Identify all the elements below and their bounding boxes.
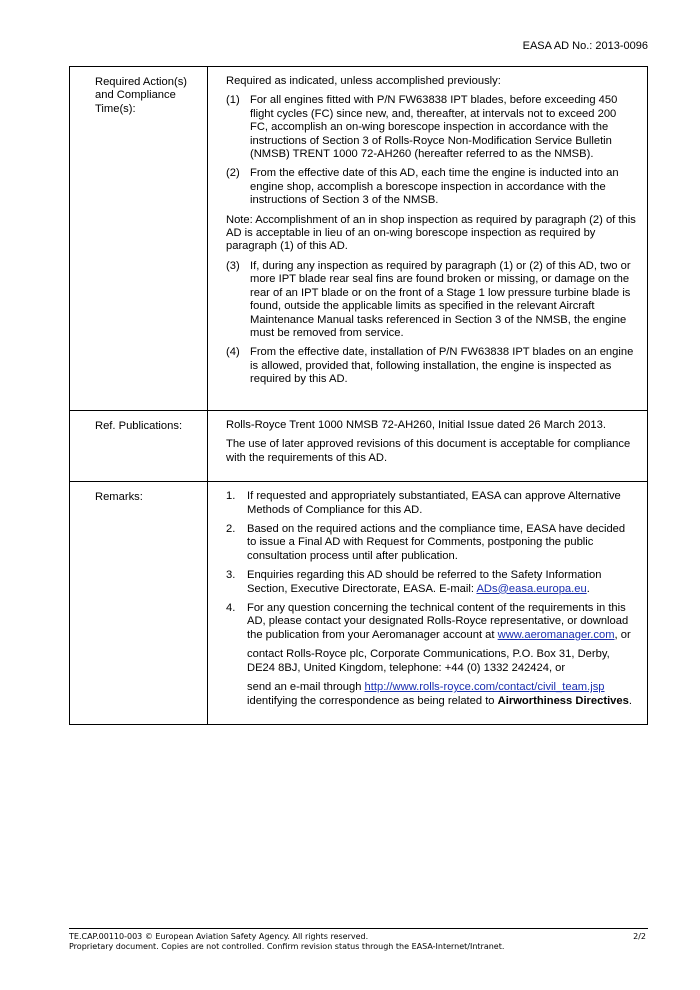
required-actions-row [70, 67, 648, 411]
ref-publication-line: Rolls-Royce Trent 1000 NMSB 72-AH260, Initial Issue dated 26 March 2013. [226, 419, 606, 431]
easa-email-link[interactable]: ADs@easa.europa.eu [476, 582, 587, 595]
remark-text: Based on the required actions and the compliance time, EASA have decided to issue a Final AD with Request for Comments, postponing the public consultation process until after publication. [247, 523, 626, 562]
action-item-text: From the effective date of this AD, each time the engine is inducted into an engine shop, accomplish a borescope inspection in accordance with the instructions of Section 3 of the NMSB. [250, 167, 619, 207]
remark-text: If requested and appropriately substantiated, EASA can approve Alternative Methods of Compliance for this AD. [247, 490, 621, 516]
action-item-text: For all engines fitted with P/N FW63838 IPT blades, before exceeding 450 flight cycles (FC) since new, and, thereafter, at intervals not to exceed 200 FC, accomplish an on-wing borescope inspection in accordance with the instructions of Section 3 of Rolls-Royce Non-Modification Service Bulletin (NMSB) TRENT 1000 72-AH260 (hereafter referred to as the NMSB). [250, 94, 618, 161]
remark-number: 3. [226, 569, 236, 582]
email-contact-line [247, 681, 637, 708]
remark-number: 2. [226, 523, 236, 536]
remark-text-part: Enquiries regarding this AD should be referred to the Safety Information Section, Executive Directorate, EASA. E-mail: [247, 569, 602, 595]
action-item-number: (3) [226, 259, 240, 272]
remark-item [226, 490, 637, 517]
action-item [226, 260, 637, 340]
airworthiness-directives-text: Airworthiness Directives [497, 694, 629, 707]
required-actions-content [208, 67, 648, 411]
rolls-royce-contact-link[interactable]: http://www.rolls-royce.com/contact/civil_team.jsp [364, 681, 605, 694]
remark-item [226, 569, 637, 596]
ad-number-header: EASA AD No.: 2013-0096 [522, 40, 648, 52]
email-line-end: . [628, 694, 632, 707]
page-footer [69, 928, 648, 952]
required-actions-intro: Required as indicated, unless accomplished previously: [226, 75, 501, 87]
ref-publications-row [70, 411, 648, 482]
action-item-number: (2) [226, 167, 240, 180]
action-item-number: (4) [226, 346, 240, 359]
aeromanager-link[interactable]: www.aeromanager.com [497, 628, 615, 641]
remarks-content [208, 482, 648, 725]
email-line-middle: identifying the correspondence as being related to [247, 694, 498, 707]
proprietary-notice: Proprietary document. Copies are not controlled. Confirm revision status through the EASA-Internet/Intranet. [69, 942, 505, 951]
page-number: 2/2 [633, 932, 646, 941]
remarks-label: Remarks: [70, 482, 208, 725]
remark-number: 4. [226, 602, 236, 615]
remark-text-end: . [586, 582, 590, 595]
remark-item [226, 602, 637, 642]
rolls-royce-contact-address: contact Rolls-Royce plc, Corporate Communications, P.O. Box 31, Derby, DE24 8BJ, United Kingdom, telephone: +44 (0) 1332 242424, or [247, 648, 610, 674]
action-item-text: From the effective date, installation of P/N FW63838 IPT blades on an engine is allowed, provided that, following installation, the engine is inspected as required by this AD. [250, 346, 634, 386]
inspection-note: Note: Accomplishment of an in shop inspection as required by paragraph (2) of this AD is acceptable in lieu of an on-wing borescope inspection as required by paragraph (1) of this AD. [226, 213, 636, 253]
action-item [226, 94, 637, 161]
action-item-text: If, during any inspection as required by paragraph (1) or (2) of this AD, two or more IPT blade rear seal fins are found broken or missing, or damage on the rear of an IPT blade or on the front of a Stage 1 low pressure turbine blade is found, outside the applicable limits as specified in the relevant Aircraft Maintenance Manual tasks referenced in Section 3 of the NMSB, the engine must be removed from service. [250, 259, 631, 339]
remarks-row [70, 482, 648, 725]
ref-publications-content [208, 411, 648, 482]
action-item [226, 167, 637, 207]
remark-text-end: , or [614, 628, 631, 641]
remark-item [226, 523, 637, 563]
remark-number: 1. [226, 490, 236, 503]
ref-publications-label: Ref. Publications: [70, 411, 208, 482]
remark-text [247, 569, 637, 596]
action-item [226, 346, 637, 386]
remark-text-part: For any question concerning the technical content of the requirements in this AD, please contact your designated Rolls-Royce representative, or download the publication from your Aeromanager account at [247, 602, 629, 641]
ad-details-table [69, 66, 648, 725]
copyright-line: TE.CAP.00110-003 © European Aviation Safety Agency. All rights reserved. [69, 932, 369, 941]
required-actions-label: Required Action(s) and Compliance Time(s): [70, 67, 208, 411]
action-item-number: (1) [226, 94, 240, 107]
email-line-prefix: send an e-mail through [247, 681, 365, 694]
ref-publication-revision-note: The use of later approved revisions of this document is acceptable for compliance with the requirements of this AD. [226, 438, 631, 464]
remark-text [247, 602, 637, 642]
